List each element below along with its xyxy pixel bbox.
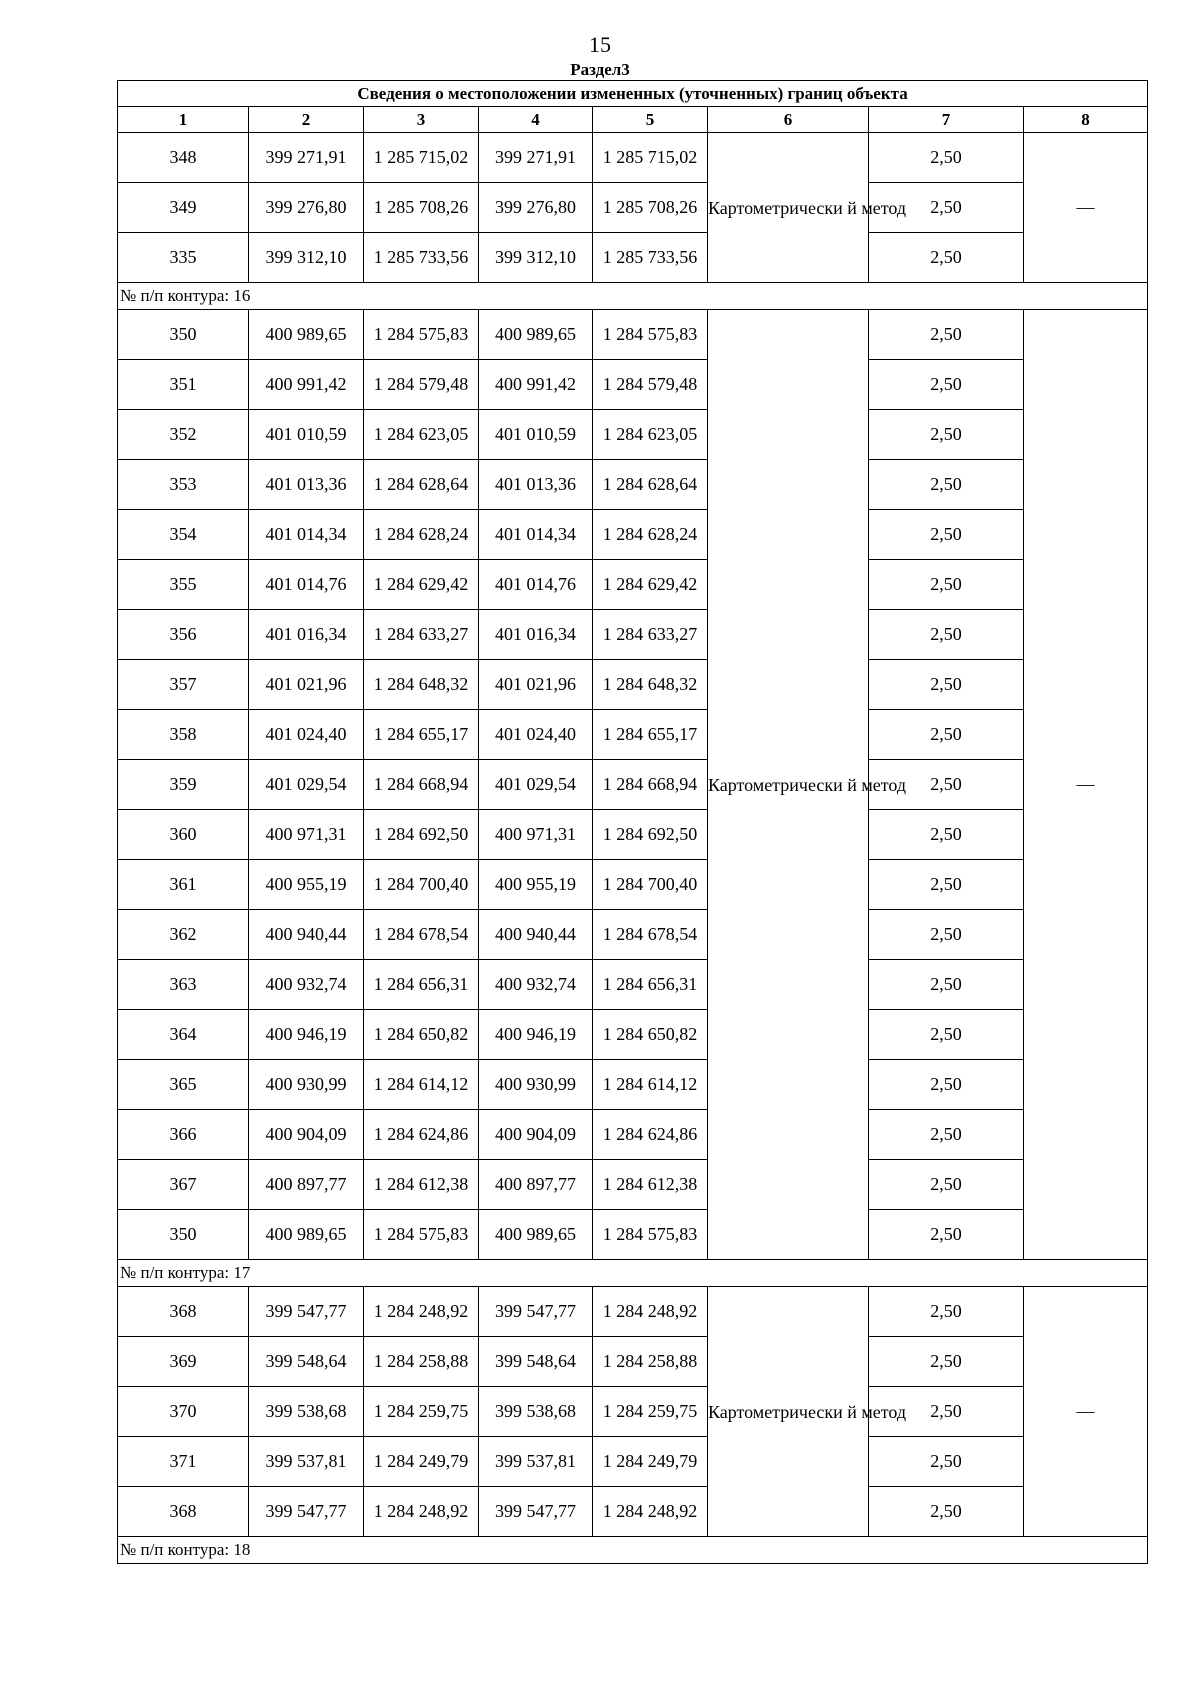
point-number-cell: 367 xyxy=(118,1160,249,1210)
point-number-cell: 369 xyxy=(118,1337,249,1387)
y-existing-cell: 1 284 614,12 xyxy=(364,1060,479,1110)
x-existing-cell: 401 021,96 xyxy=(249,660,364,710)
y-new-cell: 1 284 259,75 xyxy=(593,1387,708,1437)
x-new-cell: 399 537,81 xyxy=(479,1437,593,1487)
x-existing-cell: 399 276,80 xyxy=(249,183,364,233)
table-row xyxy=(118,233,1148,283)
column-number: 6 xyxy=(708,107,869,133)
accuracy-cell: 2,50 xyxy=(869,460,1024,510)
y-new-cell: 1 284 656,31 xyxy=(593,960,708,1010)
contour-label: № п/п контура: 16 xyxy=(118,283,1148,310)
point-number-cell: 358 xyxy=(118,710,249,760)
x-existing-cell: 399 271,91 xyxy=(249,133,364,183)
y-existing-cell: 1 284 612,38 xyxy=(364,1160,479,1210)
y-new-cell: 1 284 633,27 xyxy=(593,610,708,660)
point-number-cell: 366 xyxy=(118,1110,249,1160)
x-new-cell: 399 271,91 xyxy=(479,133,593,183)
table-row xyxy=(118,410,1148,460)
y-new-cell: 1 284 668,94 xyxy=(593,760,708,810)
contour-label: № п/п контура: 18 xyxy=(118,1537,1148,1564)
y-existing-cell: 1 284 678,54 xyxy=(364,910,479,960)
x-new-cell: 401 014,34 xyxy=(479,510,593,560)
x-existing-cell: 399 548,64 xyxy=(249,1337,364,1387)
table-row xyxy=(118,1010,1148,1060)
x-existing-cell: 400 955,19 xyxy=(249,860,364,910)
x-existing-cell: 401 014,34 xyxy=(249,510,364,560)
table-row xyxy=(118,760,1148,810)
x-existing-cell: 401 010,59 xyxy=(249,410,364,460)
method-cell: Картометрически й метод xyxy=(708,310,869,1260)
accuracy-cell: 2,50 xyxy=(869,560,1024,610)
y-new-cell: 1 284 248,92 xyxy=(593,1287,708,1337)
x-new-cell: 400 930,99 xyxy=(479,1060,593,1110)
accuracy-cell: 2,50 xyxy=(869,960,1024,1010)
y-existing-cell: 1 284 650,82 xyxy=(364,1010,479,1060)
y-existing-cell: 1 284 700,40 xyxy=(364,860,479,910)
x-new-cell: 401 021,96 xyxy=(479,660,593,710)
column-number: 8 xyxy=(1024,107,1148,133)
point-number-cell: 356 xyxy=(118,610,249,660)
x-new-cell: 400 955,19 xyxy=(479,860,593,910)
y-existing-cell: 1 284 248,92 xyxy=(364,1487,479,1537)
accuracy-cell: 2,50 xyxy=(869,360,1024,410)
table-row xyxy=(118,710,1148,760)
y-existing-cell: 1 284 629,42 xyxy=(364,560,479,610)
x-new-cell: 400 932,74 xyxy=(479,960,593,1010)
y-new-cell: 1 284 624,86 xyxy=(593,1110,708,1160)
x-new-cell: 400 991,42 xyxy=(479,360,593,410)
accuracy-cell: 2,50 xyxy=(869,810,1024,860)
boundary-table xyxy=(117,80,1148,1564)
table-row xyxy=(118,460,1148,510)
y-new-cell: 1 284 249,79 xyxy=(593,1437,708,1487)
point-number-cell: 335 xyxy=(118,233,249,283)
accuracy-cell: 2,50 xyxy=(869,1160,1024,1210)
x-new-cell: 399 538,68 xyxy=(479,1387,593,1437)
y-existing-cell: 1 284 248,92 xyxy=(364,1287,479,1337)
accuracy-cell: 2,50 xyxy=(869,1210,1024,1260)
section-title: Раздел3 xyxy=(570,60,630,79)
x-new-cell: 400 897,77 xyxy=(479,1160,593,1210)
y-new-cell: 1 284 629,42 xyxy=(593,560,708,610)
y-new-cell: 1 284 700,40 xyxy=(593,860,708,910)
y-existing-cell: 1 284 258,88 xyxy=(364,1337,479,1387)
accuracy-cell: 2,50 xyxy=(869,1060,1024,1110)
table-row xyxy=(118,1210,1148,1260)
table-row xyxy=(118,810,1148,860)
point-number-cell: 348 xyxy=(118,133,249,183)
x-existing-cell: 401 029,54 xyxy=(249,760,364,810)
point-number-cell: 359 xyxy=(118,760,249,810)
column-number: 3 xyxy=(364,107,479,133)
table-row xyxy=(118,510,1148,560)
table-row xyxy=(118,1437,1148,1487)
accuracy-cell: 2,50 xyxy=(869,910,1024,960)
y-new-cell: 1 284 248,92 xyxy=(593,1487,708,1537)
y-existing-cell: 1 285 715,02 xyxy=(364,133,479,183)
x-existing-cell: 400 897,77 xyxy=(249,1160,364,1210)
y-existing-cell: 1 284 624,86 xyxy=(364,1110,479,1160)
y-existing-cell: 1 284 655,17 xyxy=(364,710,479,760)
y-new-cell: 1 284 575,83 xyxy=(593,310,708,360)
y-new-cell: 1 284 692,50 xyxy=(593,810,708,860)
table-row xyxy=(118,1287,1148,1337)
y-new-cell: 1 285 733,56 xyxy=(593,233,708,283)
column-number: 5 xyxy=(593,107,708,133)
accuracy-cell: 2,50 xyxy=(869,610,1024,660)
point-number-cell: 355 xyxy=(118,560,249,610)
table-row xyxy=(118,183,1148,233)
x-new-cell: 399 312,10 xyxy=(479,233,593,283)
x-new-cell: 399 276,80 xyxy=(479,183,593,233)
x-existing-cell: 400 904,09 xyxy=(249,1110,364,1160)
y-new-cell: 1 284 579,48 xyxy=(593,360,708,410)
contour-label: № п/п контура: 17 xyxy=(118,1260,1148,1287)
point-number-cell: 352 xyxy=(118,410,249,460)
table-row xyxy=(118,360,1148,410)
x-existing-cell: 399 547,77 xyxy=(249,1487,364,1537)
x-existing-cell: 400 932,74 xyxy=(249,960,364,1010)
x-existing-cell: 400 989,65 xyxy=(249,1210,364,1260)
accuracy-cell: 2,50 xyxy=(869,133,1024,183)
x-new-cell: 399 547,77 xyxy=(479,1487,593,1537)
x-existing-cell: 400 991,42 xyxy=(249,360,364,410)
point-number-cell: 360 xyxy=(118,810,249,860)
table-row xyxy=(118,860,1148,910)
y-new-cell: 1 284 628,24 xyxy=(593,510,708,560)
x-new-cell: 401 016,34 xyxy=(479,610,593,660)
y-new-cell: 1 284 614,12 xyxy=(593,1060,708,1110)
x-existing-cell: 401 014,76 xyxy=(249,560,364,610)
accuracy-cell: 2,50 xyxy=(869,410,1024,460)
x-new-cell: 400 989,65 xyxy=(479,1210,593,1260)
point-number-cell: 349 xyxy=(118,183,249,233)
y-new-cell: 1 285 708,26 xyxy=(593,183,708,233)
contour-row xyxy=(118,283,1148,310)
x-existing-cell: 399 537,81 xyxy=(249,1437,364,1487)
y-existing-cell: 1 285 708,26 xyxy=(364,183,479,233)
description-cell: — xyxy=(1024,310,1148,1260)
page-number: 15 xyxy=(589,32,611,57)
y-new-cell: 1 284 612,38 xyxy=(593,1160,708,1210)
method-cell: Картометрически й метод xyxy=(708,133,869,283)
accuracy-cell: 2,50 xyxy=(869,510,1024,560)
point-number-cell: 368 xyxy=(118,1487,249,1537)
y-new-cell: 1 284 655,17 xyxy=(593,710,708,760)
y-existing-cell: 1 284 575,83 xyxy=(364,310,479,360)
column-number: 4 xyxy=(479,107,593,133)
point-number-cell: 364 xyxy=(118,1010,249,1060)
x-new-cell: 401 029,54 xyxy=(479,760,593,810)
table-row xyxy=(118,1160,1148,1210)
x-new-cell: 401 014,76 xyxy=(479,560,593,610)
y-existing-cell: 1 284 628,24 xyxy=(364,510,479,560)
point-number-cell: 350 xyxy=(118,310,249,360)
accuracy-cell: 2,50 xyxy=(869,860,1024,910)
y-new-cell: 1 284 678,54 xyxy=(593,910,708,960)
y-new-cell: 1 285 715,02 xyxy=(593,133,708,183)
accuracy-cell: 2,50 xyxy=(869,760,1024,810)
x-existing-cell: 401 013,36 xyxy=(249,460,364,510)
x-existing-cell: 400 989,65 xyxy=(249,310,364,360)
accuracy-cell: 2,50 xyxy=(869,660,1024,710)
y-existing-cell: 1 284 656,31 xyxy=(364,960,479,1010)
x-new-cell: 399 547,77 xyxy=(479,1287,593,1337)
x-existing-cell: 399 538,68 xyxy=(249,1387,364,1437)
x-existing-cell: 400 946,19 xyxy=(249,1010,364,1060)
point-number-cell: 368 xyxy=(118,1287,249,1337)
accuracy-cell: 2,50 xyxy=(869,310,1024,360)
x-new-cell: 400 971,31 xyxy=(479,810,593,860)
contour-row xyxy=(118,1537,1148,1564)
point-number-cell: 361 xyxy=(118,860,249,910)
y-existing-cell: 1 284 668,94 xyxy=(364,760,479,810)
y-new-cell: 1 284 628,64 xyxy=(593,460,708,510)
table-row xyxy=(118,1337,1148,1387)
x-new-cell: 401 024,40 xyxy=(479,710,593,760)
point-number-cell: 371 xyxy=(118,1437,249,1487)
x-new-cell: 400 946,19 xyxy=(479,1010,593,1060)
description-cell: — xyxy=(1024,1287,1148,1537)
accuracy-cell: 2,50 xyxy=(869,183,1024,233)
y-new-cell: 1 284 650,82 xyxy=(593,1010,708,1060)
accuracy-cell: 2,50 xyxy=(869,1437,1024,1487)
table-row xyxy=(118,660,1148,710)
y-existing-cell: 1 284 575,83 xyxy=(364,1210,479,1260)
y-existing-cell: 1 285 733,56 xyxy=(364,233,479,283)
contour-row xyxy=(118,1260,1148,1287)
table-row xyxy=(118,310,1148,360)
x-existing-cell: 400 940,44 xyxy=(249,910,364,960)
y-existing-cell: 1 284 648,32 xyxy=(364,660,479,710)
y-existing-cell: 1 284 259,75 xyxy=(364,1387,479,1437)
table-row xyxy=(118,133,1148,183)
column-number: 1 xyxy=(118,107,249,133)
x-new-cell: 401 013,36 xyxy=(479,460,593,510)
y-existing-cell: 1 284 579,48 xyxy=(364,360,479,410)
y-existing-cell: 1 284 249,79 xyxy=(364,1437,479,1487)
table-row xyxy=(118,1110,1148,1160)
x-new-cell: 399 548,64 xyxy=(479,1337,593,1387)
table-caption-row xyxy=(118,81,1148,107)
table-row xyxy=(118,610,1148,660)
accuracy-cell: 2,50 xyxy=(869,233,1024,283)
point-number-cell: 350 xyxy=(118,1210,249,1260)
column-number: 2 xyxy=(249,107,364,133)
method-cell: Картометрически й метод xyxy=(708,1287,869,1537)
description-cell: — xyxy=(1024,133,1148,283)
x-new-cell: 400 904,09 xyxy=(479,1110,593,1160)
x-new-cell: 401 010,59 xyxy=(479,410,593,460)
column-number-row xyxy=(118,107,1148,133)
accuracy-cell: 2,50 xyxy=(869,1110,1024,1160)
table-row xyxy=(118,1060,1148,1110)
x-existing-cell: 400 930,99 xyxy=(249,1060,364,1110)
y-existing-cell: 1 284 633,27 xyxy=(364,610,479,660)
y-existing-cell: 1 284 628,64 xyxy=(364,460,479,510)
table-caption: Сведения о местоположении измененных (уточненных) границ объекта xyxy=(118,81,1148,107)
y-existing-cell: 1 284 623,05 xyxy=(364,410,479,460)
accuracy-cell: 2,50 xyxy=(869,1010,1024,1060)
x-new-cell: 400 989,65 xyxy=(479,310,593,360)
point-number-cell: 363 xyxy=(118,960,249,1010)
table-row xyxy=(118,960,1148,1010)
point-number-cell: 351 xyxy=(118,360,249,410)
accuracy-cell: 2,50 xyxy=(869,1487,1024,1537)
y-new-cell: 1 284 258,88 xyxy=(593,1337,708,1387)
table-row xyxy=(118,560,1148,610)
accuracy-cell: 2,50 xyxy=(869,1337,1024,1387)
point-number-cell: 357 xyxy=(118,660,249,710)
point-number-cell: 365 xyxy=(118,1060,249,1110)
y-existing-cell: 1 284 692,50 xyxy=(364,810,479,860)
x-existing-cell: 399 547,77 xyxy=(249,1287,364,1337)
point-number-cell: 370 xyxy=(118,1387,249,1437)
x-new-cell: 400 940,44 xyxy=(479,910,593,960)
accuracy-cell: 2,50 xyxy=(869,1387,1024,1437)
x-existing-cell: 399 312,10 xyxy=(249,233,364,283)
accuracy-cell: 2,50 xyxy=(869,1287,1024,1337)
point-number-cell: 354 xyxy=(118,510,249,560)
x-existing-cell: 400 971,31 xyxy=(249,810,364,860)
accuracy-cell: 2,50 xyxy=(869,710,1024,760)
x-existing-cell: 401 024,40 xyxy=(249,710,364,760)
point-number-cell: 353 xyxy=(118,460,249,510)
table-row xyxy=(118,910,1148,960)
y-new-cell: 1 284 575,83 xyxy=(593,1210,708,1260)
point-number-cell: 362 xyxy=(118,910,249,960)
y-new-cell: 1 284 623,05 xyxy=(593,410,708,460)
table-row xyxy=(118,1487,1148,1537)
column-number: 7 xyxy=(869,107,1024,133)
y-new-cell: 1 284 648,32 xyxy=(593,660,708,710)
x-existing-cell: 401 016,34 xyxy=(249,610,364,660)
table-row xyxy=(118,1387,1148,1437)
